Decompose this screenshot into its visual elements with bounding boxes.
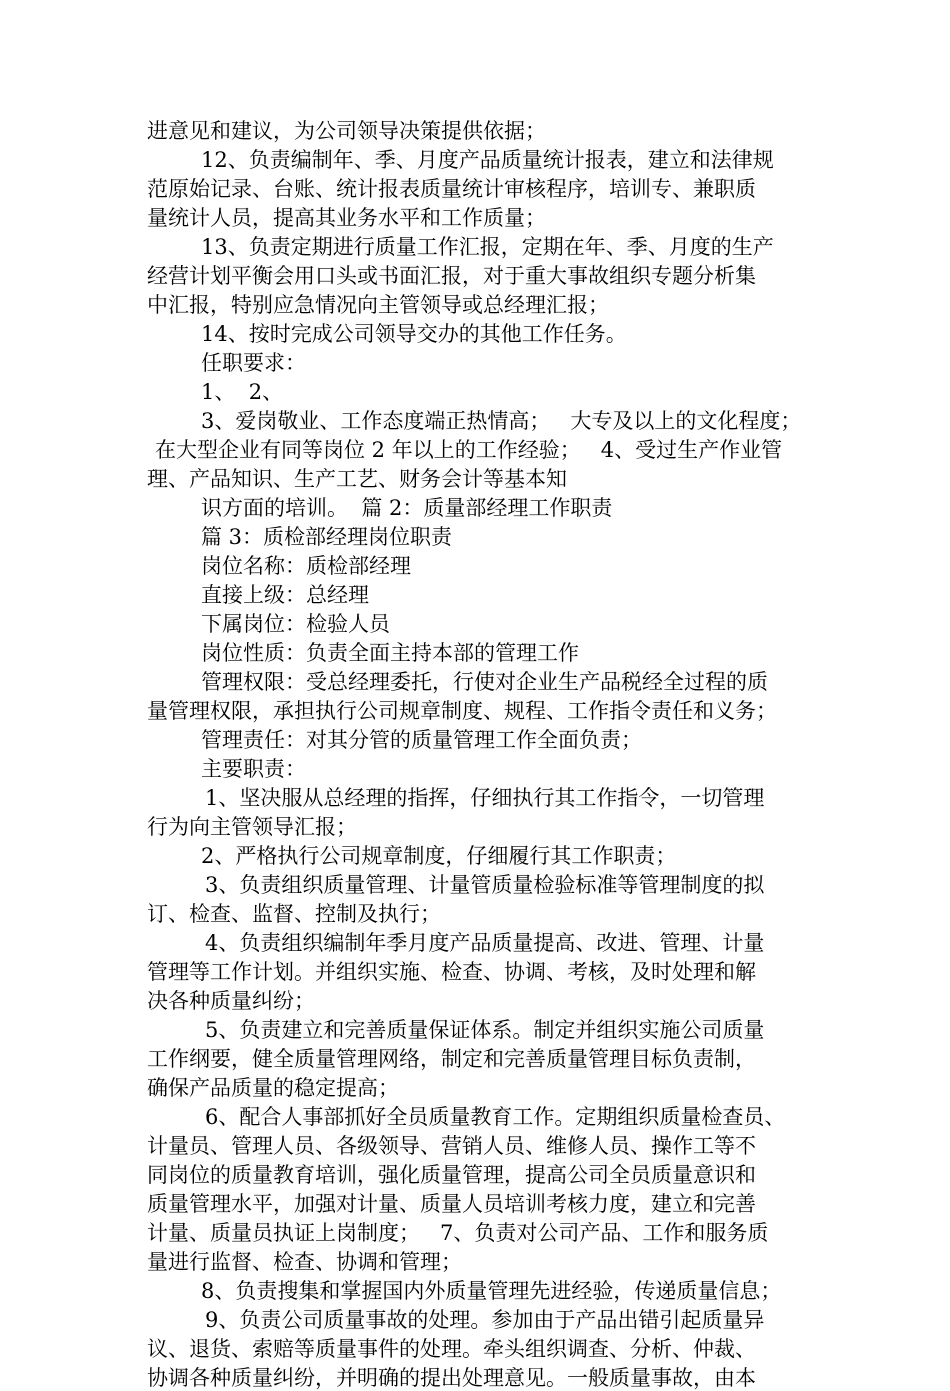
text-line: 进意见和建议，为公司领导决策提供依据；	[147, 119, 546, 143]
text-line: 行为向主管领导汇报；	[147, 815, 357, 839]
text-line: 决各种质量纠纷；	[147, 989, 315, 1013]
text-line: 1、坚决服从总经理的指挥，仔细执行其工作指令，一切管理	[205, 786, 765, 810]
text-line: 管理责任：对其分管的质量管理工作全面负责；	[201, 728, 642, 752]
text-line: 同岗位的质量教育培训，强化质量管理，提高公司全员质量意识和	[147, 1163, 756, 1187]
text-line: 管理等工作计划。并组织实施、检查、协调、考核，及时处理和解	[147, 960, 756, 984]
text-line: 量统计人员，提高其业务水平和工作质量；	[147, 206, 546, 230]
text-line: 工作纲要，健全质量管理网络，制定和完善质量管理目标负责制，	[147, 1047, 756, 1071]
text-line: 1、 2、	[201, 380, 284, 404]
text-line: 计量、质量员执证上岗制度； 7、负责对公司产品、工作和服务质	[147, 1221, 769, 1245]
text-line: 管理权限：受总经理委托，行使对企业生产品税经全过程的质	[201, 670, 768, 694]
text-line: 协调各种质量纠纷，并明确的提出处理意见。一般质量事故，由本	[147, 1366, 756, 1390]
text-line: 中汇报，特别应急情况向主管领导或总经理汇报；	[147, 293, 609, 317]
text-line: 确保产品质量的稳定提高；	[147, 1076, 399, 1100]
text-line: 识方面的培训。 篇 2：质量部经理工作职责	[201, 496, 613, 520]
text-line: 主要职责：	[201, 757, 306, 781]
text-line: 订、检查、监督、控制及执行；	[147, 902, 441, 926]
text-line: 12、负责编制年、季、月度产品质量统计报表，建立和法律规	[201, 148, 774, 172]
text-line: 直接上级：总经理	[201, 583, 369, 607]
text-line: 范原始记录、台账、统计报表质量统计审核程序，培训专、兼职质	[147, 177, 756, 201]
text-line: 篇 3：质检部经理岗位职责	[201, 525, 453, 549]
text-line: 岗位性质：负责全面主持本部的管理工作	[201, 641, 579, 665]
text-line: 2、严格执行公司规章制度，仔细履行其工作职责；	[201, 844, 677, 868]
text-line: 在大型企业有同等岗位 2 年以上的工作经验； 4、受过生产作业管	[155, 438, 783, 462]
text-line: 4、负责组织编制年季月度产品质量提高、改进、管理、计量	[205, 931, 765, 955]
text-line: 理、产品知识、生产工艺、财务会计等基本知	[147, 467, 567, 491]
text-line: 经营计划平衡会用口头或书面汇报，对于重大事故组织专题分析集	[147, 264, 756, 288]
text-line: 质量管理水平，加强对计量、质量人员培训考核力度，建立和完善	[147, 1192, 756, 1216]
text-line: 8、负责搜集和掌握国内外质量管理先进经验，传递质量信息；	[201, 1279, 782, 1303]
text-line: 3、负责组织质量管理、计量管质量检验标准等管理制度的拟	[205, 873, 765, 897]
text-line: 14、按时完成公司领导交办的其他工作任务。	[201, 322, 627, 346]
text-line: 计量员、管理人员、各级领导、营销人员、维修人员、操作工等不	[147, 1134, 756, 1158]
text-line: 13、负责定期进行质量工作汇报，定期在年、季、月度的生产	[201, 235, 774, 259]
text-line: 量管理权限，承担执行公司规章制度、规程、工作指令责任和义务；	[147, 699, 777, 723]
text-line: 9、负责公司质量事故的处理。参加由于产品出错引起质量异	[205, 1308, 765, 1332]
text-line: 下属岗位：检验人员	[201, 612, 390, 636]
text-line: 任职要求：	[201, 351, 306, 375]
text-line: 议、退货、索赔等质量事件的处理。牵头组织调查、分析、仲裁、	[147, 1337, 756, 1361]
text-line: 岗位名称：质检部经理	[201, 554, 411, 578]
text-line: 量进行监督、检查、协调和管理；	[147, 1250, 462, 1274]
text-line: 3、爱岗敬业、工作态度端正热情高； 大专及以上的文化程度；	[201, 409, 802, 433]
text-line: 6、配合人事部抓好全员质量教育工作。定期组织质量检查员、	[205, 1105, 786, 1129]
text-line: 5、负责建立和完善质量保证体系。制定并组织实施公司质量	[205, 1018, 765, 1042]
